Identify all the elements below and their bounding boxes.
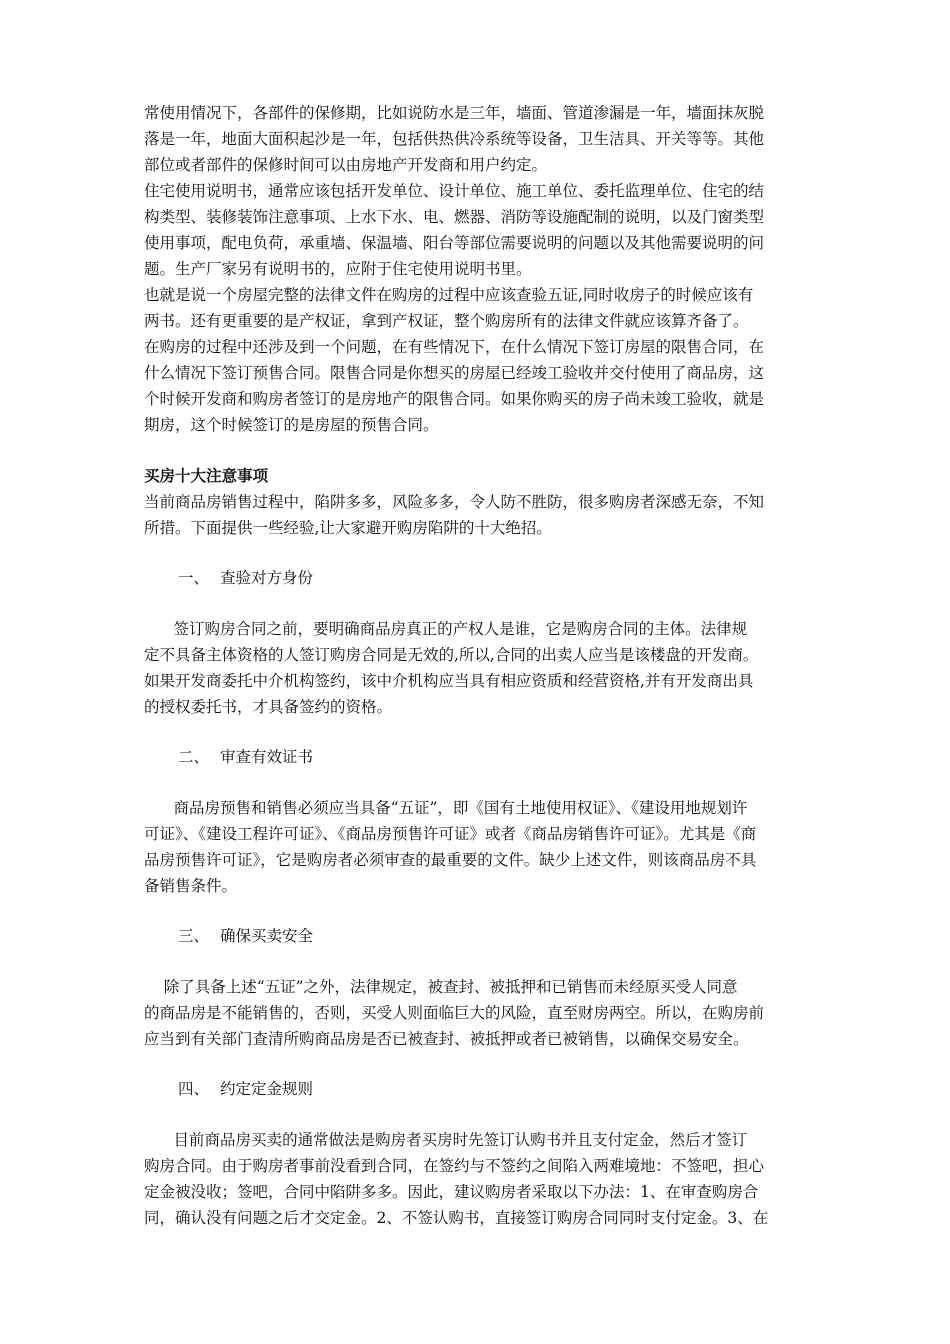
text-line: 部位或者部件的保修时间可以由房地产开发商和用户约定。 [144,156,548,174]
text-line: 构类型、装修装饰注意事项、上水下水、电、燃器、消防等设施配制的说明，以及门窗类型 [144,208,765,226]
item-title: 审查有效证书 [220,748,314,766]
item-title: 确保买卖安全 [220,927,314,945]
section-title: 买房十大注意事项 [144,466,269,485]
text-line: 什么情况下签订预售合同。限售合同是你想买的房屋已经竣工验收并交付使用了商品房，这 [144,364,765,382]
item-heading-4 [178,1079,313,1099]
text-line: 除了具备上述“五证”之外，法律规定，被查封、被抵押和已销售而未经原买受人同意 [144,978,738,996]
text-line: 品房预售许可证》，它是购房者必须审查的最重要的文件。缺少上述文件，则该商品房不具 [144,851,757,869]
item-heading-3 [178,926,313,946]
text-line: 所措。下面提供一些经验,让大家避开购房陷阱的十大绝招。 [144,519,552,537]
text-line: 题。生产厂家另有说明书的，应附于住宅使用说明书里。 [144,260,532,278]
text-line: 的商品房是不能销售的，否则，买受人则面临巨大的风险，直至财房两空。所以，在购房前 [144,1004,765,1022]
text-line: 签订购房合同之前，要明确商品房真正的产权人是谁，它是购房合同的主体。法律规 [144,620,748,638]
item-number: 一、 [178,569,210,587]
text-line: 应当到有关部门查清所购商品房是否已被查封、被抵押或者已被销售，以确保交易安全。 [144,1030,749,1048]
item-heading-2 [178,747,313,767]
text-line: 同，确认没有问题之后才交定金。2、不签认购书，直接签订购房合同同时支付定金。3、在 [144,1209,769,1227]
item-heading-1 [178,568,313,588]
text-line: 购房合同。由于购房者事前没看到合同，在签约与不签约之间陷入两难境地：不签吧，担心 [144,1157,765,1175]
text-line: 也就是说一个房屋完整的法律文件在购房的过程中应该查验五证,同时收房子的时候应该有 [144,286,754,304]
item-number: 四、 [178,1080,210,1098]
item-title: 查验对方身份 [220,569,314,587]
text-line: 个时候开发商和购房者签订的是房地产的限售合同。如果你购买的房子尚未竣工验收，就是 [144,390,765,408]
text-line: 定金被没收；签吧，合同中陷阱多多。因此，建议购房者采取以下办法：1、在审查购房合 [144,1183,759,1201]
text-line: 备销售条件。 [144,877,238,895]
text-line: 落是一年，地面大面积起沙是一年，包括供热供冷系统等设备，卫生洁具、开关等等。其他 [144,130,765,148]
text-line: 期房，这个时候签订的是房屋的预售合同。 [144,416,439,434]
text-line: 常使用情况下，各部件的保修期，比如说防水是三年，墙面、管道渗漏是一年，墙面抹灰脱 [144,104,765,122]
text-line: 的授权委托书，才具备签约的资格。 [144,698,393,716]
item-number: 二、 [178,748,210,766]
text-line: 住宅使用说明书，通常应该包括开发单位、设计单位、施工单位、委托监理单位、住宅的结 [144,182,765,200]
text-line: 定不具备主体资格的人签订购房合同是无效的,所以,合同的出卖人应当是该楼盘的开发商。 [144,646,759,664]
item-number: 三、 [178,927,210,945]
text-line: 在购房的过程中还涉及到一个问题，在有些情况下，在什么情况下签订房屋的限售合同，在 [144,338,765,356]
text-line: 如果开发商委托中介机构签约，该中介机构应当具有相应资质和经营资格,并有开发商出具 [144,672,754,690]
text-line: 两书。还有更重要的是产权证，拿到产权证，整个购房所有的法律文件就应该算齐备了。 [144,312,749,330]
text-line: 目前商品房买卖的通常做法是购房者买房时先签订认购书并且支付定金，然后才签订 [144,1131,748,1149]
text-line: 商品房预售和销售必须应当具备“五证”，即《国有土地使用权证》、《建设用地规划许 [144,799,748,817]
text-line: 当前商品房销售过程中，陷阱多多，风险多多，令人防不胜防，很多购房者深感无奈，不知 [144,493,765,511]
item-title: 约定定金规则 [220,1080,314,1098]
text-line: 使用事项，配电负荷，承重墙、保温墙、阳台等部位需要说明的问题以及其他需要说明的问 [144,234,765,252]
text-line: 可证》、《建设工程许可证》、《商品房预售许可证》或者《商品房销售许可证》。尤其是《商 [144,825,757,843]
